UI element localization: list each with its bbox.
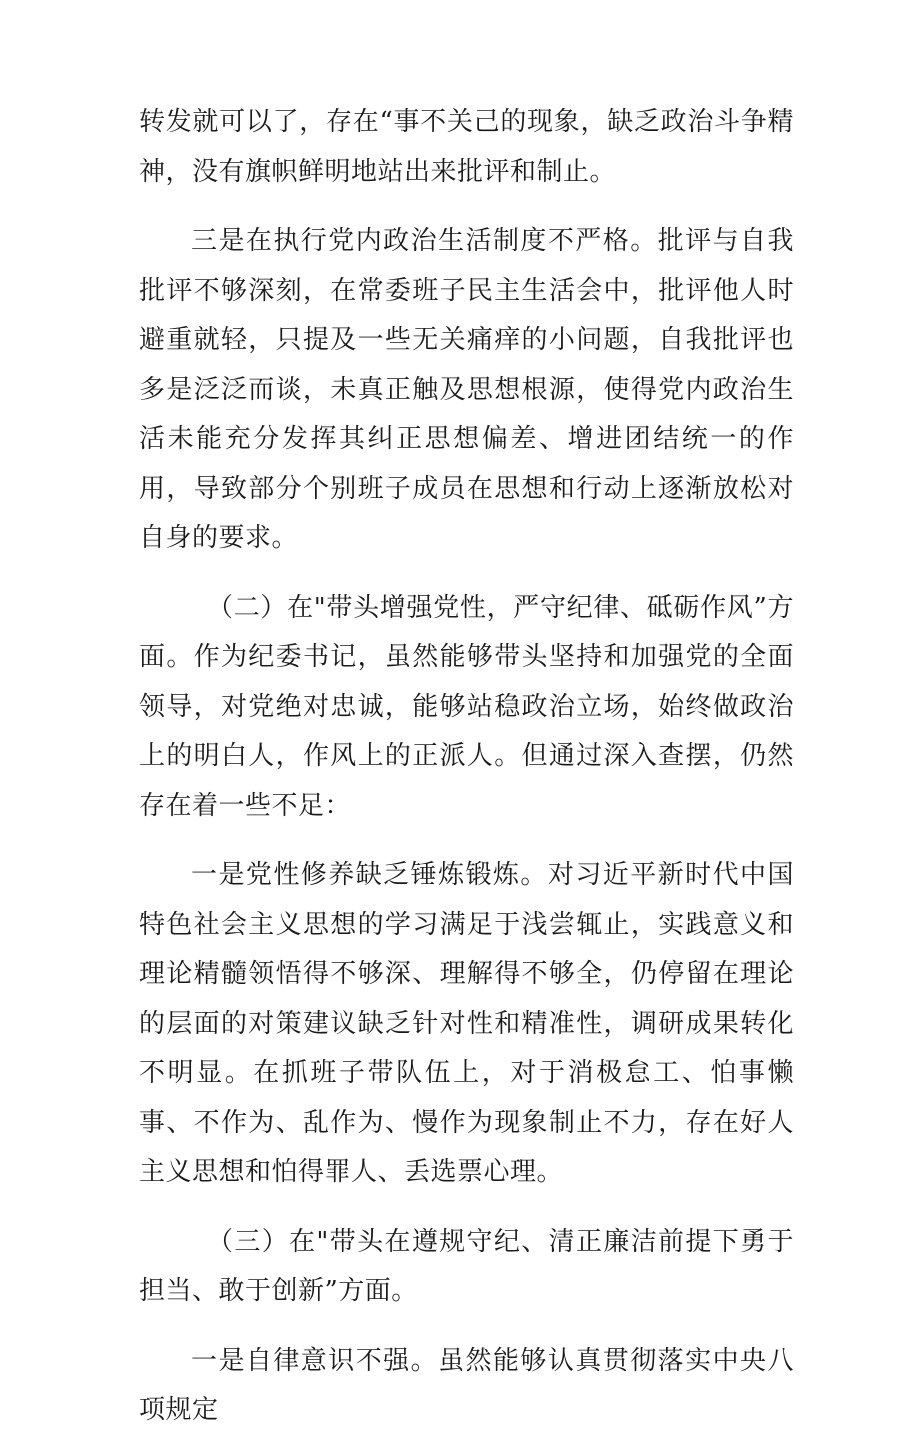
paragraph-point-three: 三是在执行党内政治生活制度不严格。批评与自我批评不够深刻，在常委班子民主生活会中，批评他人时避重就轻，只提及一些无关痛痒的小问题，自我批评也多是泛泛而谈，未真正触及思想根源，使得党内政治生活未能充分发挥其纠正思想偏差、增进团结统一的作用，导致部分个别班子成员在思想和行动上逐渐放松对自身的要求。	[139, 226, 794, 553]
section-heading-two: （二）在"带头增强党性，严守纪律、砥砺作风”方面。作为纪委书记，虽然能够带头坚持和加强党的全面领导，对党绝对忠诚，能够站稳政治立场，始终做政治上的明白人，作风上的正派人。但通过深入查摆，仍然存在着一些不足：	[139, 592, 794, 821]
document-body	[139, 98, 794, 1436]
paragraph-continuation: 转发就可以了，存在“事不关己的现象，缺乏政治斗争精神，没有旗帜鲜明地站出来批评和制止。	[139, 107, 794, 187]
section-heading-three: （三）在"带头在遵规守纪、清正廉洁前提下勇于担当、敢于创新”方面。	[139, 1226, 794, 1306]
paragraph-point-one-party-spirit: 一是党性修养缺乏锤炼锻炼。对习近平新时代中国特色社会主义思想的学习满足于浅尝辄止，实践意义和理论精髓领悟得不够深、理解得不够全，仍停留在理论的层面的对策建议缺乏针对性和精准性，调研成果转化不明显。在抓班子带队伍上，对于消极怠工、怕事懒事、不作为、乱作为、慢作为现象制止不力，存在好人主义思想和怕得罪人、丢选票心理。	[139, 860, 794, 1187]
paragraph-point-one-self-discipline: 一是自律意识不强。虽然能够认真贯彻落实中央八项规定	[139, 1345, 794, 1425]
